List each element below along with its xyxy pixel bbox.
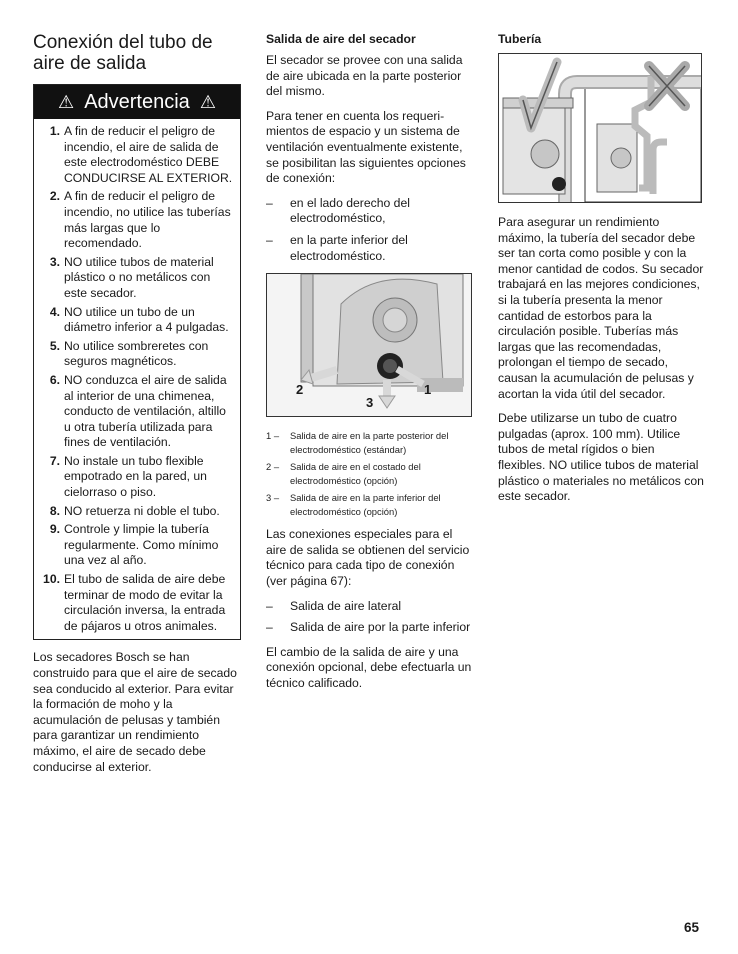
paragraph: Las conexiones especiales para el aire de salida se obtienen del servicio técnico para cada tipo de conexión (ver página 67): <box>266 527 470 588</box>
warning-triangle-icon: ⚠ <box>58 91 75 112</box>
dash-marker: – <box>266 195 273 210</box>
page-number: 65 <box>684 920 700 935</box>
caption-number: 2 – <box>266 461 280 473</box>
list-item-text: en el lado derecho del electrodoméstico, <box>290 195 410 226</box>
warning-item <box>38 124 234 186</box>
warning-header <box>34 85 240 119</box>
item-number: 4. <box>49 304 60 319</box>
dash-marker: – <box>266 598 273 613</box>
paragraph: El secador se provee con una salida de aire ubicada en la parte posterior del mismo. <box>266 53 463 99</box>
caption-item <box>266 460 472 488</box>
item-text: NO retuerza ni doble el tubo. <box>64 503 220 518</box>
item-number: 2. <box>49 189 60 204</box>
options-list <box>266 196 472 264</box>
middle-column <box>266 30 472 700</box>
figure-captions <box>266 429 472 519</box>
warning-heading: Advertencia <box>84 90 190 113</box>
item-number: 3. <box>49 254 60 269</box>
figure-label-1: 1 <box>424 382 432 398</box>
warning-item <box>38 373 234 451</box>
bosch-paragraph: Los secadores Bosch se han construido para que el aire de secado sea conducido al exterior. Para evitar la formación de moho y la acumulación de pelusas y también para garantizar un rendimiento máximo, el aire de secado debe conducirse al exterior. <box>33 650 237 774</box>
warning-item <box>38 522 234 569</box>
item-text: Controle y limpie la tubería regularmente. Como mínimo una vez al año. <box>64 522 219 568</box>
item-number: 6. <box>49 372 60 387</box>
list-item-text: Salida de aire por la parte inferior <box>290 620 471 635</box>
warning-item <box>38 572 234 634</box>
caption-number: 3 – <box>266 492 280 504</box>
paragraph: Debe utilizarse un tubo de cuatro pulgadas (aprox. 100 mm). Utilice tubos de metal rígidos o bien flexibles. NO utilice tubos de material plástico o materiales no metálicos con este secador. <box>498 411 704 504</box>
warning-item <box>38 454 234 501</box>
item-number: 1. <box>49 124 60 138</box>
ducting-drawing <box>499 54 701 202</box>
warning-item <box>38 504 234 520</box>
item-text: NO utilice tubos de material plástico o no metálicos con este secador. <box>64 254 214 300</box>
warning-item <box>38 339 234 370</box>
paragraph: Para asegurar un rendimiento máximo, la tubería del secador debe ser tan corta como posible y con la menor cantidad de codos. Su secador trabajará en las mejores condiciones, si la tubería presenta la menor cantidad de estorbos para la circulación posible. Tuberías más largas que las recomendadas, prolongan el tiempo de secado, causan la acumulación de pelusas y acortan la vida útil del secador. <box>498 215 704 401</box>
item-text: A fin de reducir el peligro de incendio, el aire de salida de este electrodoméstico DEBE CONDUCIRSE AL EXTERIOR. <box>64 124 233 185</box>
item-text: No utilice sombreretes con seguros magnéticos. <box>64 338 209 369</box>
left-column <box>33 30 241 784</box>
caption-text: Salida de aire en el costado del electrodoméstico (opción) <box>290 461 421 487</box>
item-text: No instale un tubo flexible empotrado en la pared, un cielorraso o piso. <box>64 453 207 500</box>
caption-text: Salida de aire en la parte posterior del electrodoméstico (estándar) <box>290 430 449 456</box>
item-number: 8. <box>49 503 60 518</box>
paragraph: Para tener en cuenta los requeri- mientos de espacio y un sistema de ventilación eventualmente existente, se posibilitan las siguientes opciones de conexión: <box>266 108 466 186</box>
list-item-text: Salida de aire lateral <box>290 598 402 613</box>
item-number: 9. <box>49 522 60 537</box>
item-text: El tubo de salida de aire debe terminar de modo de evitar la circulación inversa, la entrada de pájaros u otros animales. <box>64 572 226 633</box>
section-heading: Salida de aire del secador <box>266 32 416 46</box>
list-item-text: en la parte inferior del electrodoméstico. <box>290 232 408 263</box>
dash-marker: – <box>266 232 273 247</box>
item-number: 7. <box>49 453 60 468</box>
caption-text: Salida de aire en la parte inferior del electrodoméstico (opción) <box>290 492 441 518</box>
warning-item <box>38 255 234 302</box>
item-number: 10. <box>43 572 60 587</box>
figure-label-3: 3 <box>366 395 374 411</box>
right-column <box>498 30 704 514</box>
list-item <box>266 233 472 264</box>
dash-marker: – <box>266 620 273 635</box>
item-number: 5. <box>49 338 60 353</box>
item-text: NO utilice un tubo de un diámetro inferior a 4 pulgadas. <box>64 304 229 335</box>
caption-number: 1 – <box>266 430 280 442</box>
warning-item <box>38 305 234 336</box>
caption-item <box>266 429 472 457</box>
list-item <box>266 196 472 227</box>
item-text: NO conduzca el aire de salida al interior de una chimenea, conducto de ventilación, altillo u otra tubería utilizada para fines de ventilación. <box>64 372 227 450</box>
figure-label-2: 2 <box>296 382 304 398</box>
special-connections-list <box>266 599 472 636</box>
section-heading: Tubería <box>498 32 542 46</box>
ducting-illustration <box>498 53 702 203</box>
warning-triangle-icon: ⚠ <box>199 91 216 112</box>
caption-item <box>266 491 472 519</box>
item-text: A fin de reducir el peligro de incendio, no utilice las tuberías más largas que lo recomendado. <box>64 189 231 251</box>
warning-list <box>34 119 240 639</box>
warning-box <box>33 84 241 640</box>
list-item <box>266 599 472 615</box>
list-item <box>266 620 472 636</box>
page-title: Conexión del tubo de aire de salida <box>33 32 213 74</box>
warning-item <box>38 189 234 251</box>
paragraph: El cambio de la salida de aire y una conexión opcional, debe efectuarla un técnico calificado. <box>266 644 472 690</box>
